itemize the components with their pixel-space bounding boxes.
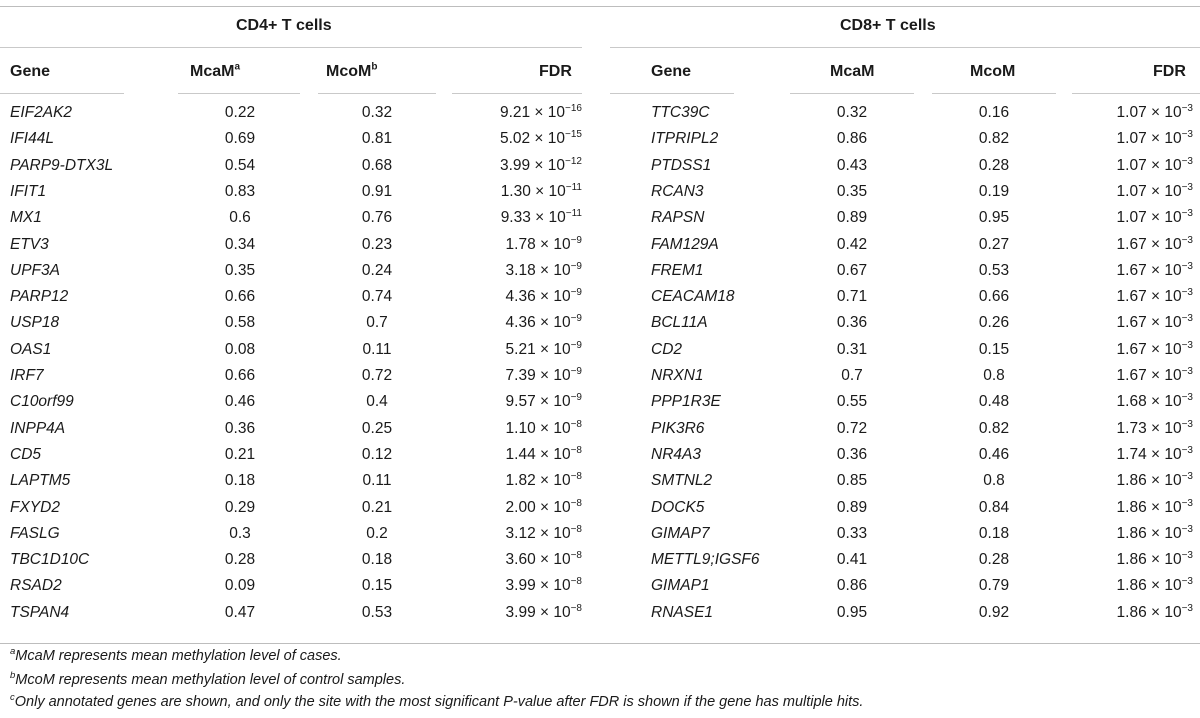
cd8-fdr-base: 1.86 × 10 bbox=[1116, 498, 1182, 516]
cd4-fdr-base: 3.99 × 10 bbox=[505, 603, 571, 621]
cd4-col-mcom: McoM$^b$ bbox=[326, 61, 378, 80]
cd4-mcom-cell: 0.76 bbox=[361, 209, 393, 227]
cd8-gene-cell: RCAN3 bbox=[651, 182, 704, 200]
cd4-fdr-base: 1.10 × 10 bbox=[505, 419, 571, 437]
cd4-mcom-cell: 0.53 bbox=[361, 603, 393, 621]
cd8-table-row bbox=[0, 100, 1200, 126]
cd4-mcom-cell: 0.12 bbox=[361, 445, 393, 463]
cd4-mcom-cell: 0.2 bbox=[366, 524, 388, 542]
cd8-table-row bbox=[0, 337, 1200, 363]
cd8-fdr-base: 1.86 × 10 bbox=[1116, 603, 1182, 621]
cd8-fdr-base: 1.07 × 10 bbox=[1116, 130, 1182, 148]
cd8-mcam-cell: 0.7 bbox=[841, 367, 863, 384]
cd8-mcam-cell: 0.67 bbox=[836, 261, 868, 279]
cd4-gene-cell: FXYD2 bbox=[10, 498, 60, 516]
cd8-mcam-cell: 0.36 bbox=[836, 314, 868, 332]
header-rule bbox=[610, 93, 734, 94]
cd8-fdr-base: 1.07 × 10 bbox=[1116, 182, 1182, 200]
cd4-mcam-cell: 0.69 bbox=[224, 130, 256, 148]
cd8-gene-cell: DOCK5 bbox=[651, 498, 705, 516]
cd8-fdr-base: 1.67 × 10 bbox=[1116, 261, 1182, 279]
cd8-mcom-cell: 0.16 bbox=[978, 104, 1010, 121]
cd8-fdr-base: 1.86 × 10 bbox=[1116, 472, 1182, 490]
cd4-fdr-base: 4.36 × 10 bbox=[505, 314, 571, 332]
cd4-fdr-exponent: −9 bbox=[570, 234, 582, 246]
cd8-fdr-base: 1.07 × 10 bbox=[1116, 104, 1182, 121]
cd8-fdr-exponent: −3 bbox=[1181, 471, 1193, 483]
cd8-fdr-exponent: −3 bbox=[1181, 549, 1193, 561]
cd8-gene-cell: RAPSN bbox=[651, 209, 705, 227]
cd8-col-fdr: FDR bbox=[1153, 63, 1186, 80]
cd4-gene-cell: ETV3 bbox=[10, 235, 49, 253]
cd4-fdr-base: 1.30 × 10 bbox=[500, 182, 566, 200]
cd8-gene-cell: PTDSS1 bbox=[651, 156, 712, 174]
cd4-mcam-cell: 0.28 bbox=[224, 551, 256, 569]
cd8-fdr-exponent: −3 bbox=[1181, 102, 1193, 114]
cd8-gene-cell: PIK3R6 bbox=[651, 419, 705, 437]
cd8-fdr-base: 1.67 × 10 bbox=[1116, 235, 1182, 253]
cd8-mcam-cell: 0.86 bbox=[836, 130, 868, 148]
cd4-fdr-exponent: −8 bbox=[570, 444, 582, 456]
cd4-fdr-exponent: −9 bbox=[570, 260, 582, 272]
cd4-gene-cell: FASLG bbox=[10, 524, 60, 542]
cd8-fdr-exponent: −3 bbox=[1181, 602, 1193, 614]
cd8-fdr-exponent: −3 bbox=[1181, 286, 1193, 298]
cd8-table-row bbox=[0, 310, 1200, 336]
cd8-fdr-base: 1.74 × 10 bbox=[1116, 445, 1182, 463]
header-rule bbox=[790, 93, 914, 94]
cd8-mcom-cell: 0.28 bbox=[978, 551, 1010, 569]
cd4-fdr-exponent: −9 bbox=[570, 392, 582, 404]
cd8-fdr-exponent: −3 bbox=[1181, 365, 1193, 377]
cd8-fdr-cell bbox=[1117, 258, 1193, 284]
cd8-table-row bbox=[0, 284, 1200, 310]
cd8-gene-cell: SMTNL2 bbox=[651, 472, 713, 490]
cd8-gene-cell: NRXN1 bbox=[651, 367, 704, 384]
cd4-fdr-base: 9.21 × 10 bbox=[499, 104, 566, 121]
header-rule bbox=[452, 93, 582, 94]
cd8-mcom-cell: 0.82 bbox=[978, 419, 1010, 437]
cd8-fdr-cell bbox=[1117, 600, 1193, 626]
cd8-mcom-cell: 0.92 bbox=[978, 603, 1010, 621]
cd4-gene-cell: EIF2AK2 bbox=[10, 104, 73, 121]
cd4-gene-cell: RSAD2 bbox=[10, 577, 62, 595]
cd4-fdr-exponent: −8 bbox=[570, 602, 582, 614]
cd8-fdr-base: 1.86 × 10 bbox=[1116, 577, 1182, 595]
cd8-fdr-base: 1.07 × 10 bbox=[1116, 209, 1182, 227]
cd8-table-row bbox=[0, 389, 1200, 415]
cd8-table-row bbox=[0, 126, 1200, 152]
cd4-gene-cell: CD5 bbox=[10, 445, 42, 463]
cd4-mcam-cell: 0.18 bbox=[224, 472, 256, 490]
cd8-fdr-exponent: −3 bbox=[1181, 260, 1193, 272]
cd8-mcom-cell: 0.66 bbox=[978, 288, 1010, 306]
cd4-mcom-cell: 0.11 bbox=[362, 472, 392, 490]
cd8-mcom-cell: 0.79 bbox=[978, 577, 1010, 595]
cd4-col-mcam: McaM$^a$ bbox=[190, 61, 241, 80]
cd8-fdr-cell bbox=[1117, 495, 1193, 521]
cd8-fdr-base: 1.07 × 10 bbox=[1116, 156, 1182, 174]
cd4-mcom-cell: 0.23 bbox=[361, 235, 393, 253]
cd4-fdr-exponent: −11 bbox=[565, 208, 582, 220]
table-top-rule bbox=[0, 6, 1200, 7]
cd4-mcam-cell: 0.47 bbox=[224, 603, 256, 621]
cd4-fdr-base: 3.99 × 10 bbox=[499, 156, 566, 174]
cd4-gene-cell: C10orf99 bbox=[10, 393, 74, 411]
cd8-fdr-base: 1.67 × 10 bbox=[1116, 314, 1182, 332]
cd4-col-gene: Gene bbox=[10, 63, 51, 80]
cd4-fdr-exponent: −8 bbox=[570, 523, 582, 535]
cd4-mcam-cell: 0.08 bbox=[224, 340, 256, 358]
cd8-mcam-cell: 0.72 bbox=[836, 419, 868, 437]
cd8-fdr-exponent: −3 bbox=[1181, 339, 1193, 351]
cd4-mcom-cell: 0.72 bbox=[361, 367, 393, 384]
cd4-fdr-exponent: −9 bbox=[570, 286, 582, 298]
footnote-c: $^c$Only annotated genes are shown, and only the site with the most significant P-value after FDR is shown if the gene has multiple hits. bbox=[10, 692, 864, 710]
cd8-mcom-cell: 0.82 bbox=[978, 130, 1010, 148]
cd8-mcam-cell: 0.43 bbox=[836, 156, 868, 174]
cd8-mcom-cell: 0.84 bbox=[978, 498, 1010, 516]
cd4-fdr-base: 2.00 × 10 bbox=[505, 498, 571, 516]
header-rule bbox=[1072, 93, 1200, 94]
cd4-fdr-base: 3.60 × 10 bbox=[505, 551, 571, 569]
cd8-mcom-cell: 0.95 bbox=[978, 209, 1010, 227]
cd8-mcam-cell: 0.86 bbox=[836, 577, 868, 595]
cd8-mcam-cell: 0.89 bbox=[836, 498, 868, 516]
cd4-gene-cell: IFI44L bbox=[10, 130, 54, 148]
table-bottom-rule bbox=[0, 643, 1200, 644]
cd4-mcom-cell: 0.15 bbox=[361, 577, 393, 595]
cd8-gene-cell: RNASE1 bbox=[651, 603, 714, 621]
cd4-gene-cell: TSPAN4 bbox=[10, 603, 70, 621]
cd4-gene-cell: TBC1D10C bbox=[10, 551, 90, 569]
cd8-fdr-cell bbox=[1117, 100, 1193, 126]
cd4-mcom-cell: 0.25 bbox=[361, 419, 393, 437]
cd8-fdr-cell bbox=[1117, 416, 1193, 442]
cd8-fdr-cell bbox=[1117, 179, 1193, 205]
cd8-fdr-base: 1.73 × 10 bbox=[1116, 419, 1182, 437]
cd8-mcom-cell: 0.8 bbox=[983, 367, 1005, 384]
cd4-gene-cell: PARP12 bbox=[10, 288, 69, 306]
cd8-fdr-exponent: −3 bbox=[1181, 418, 1193, 430]
cd8-fdr-cell bbox=[1117, 126, 1193, 152]
header-rule bbox=[932, 93, 1056, 94]
cd8-fdr-cell bbox=[1117, 468, 1193, 494]
cd8-table-row bbox=[0, 179, 1200, 205]
cd8-gene-cell: CEACAM18 bbox=[651, 288, 735, 306]
cd8-mcam-cell: 0.31 bbox=[836, 340, 868, 358]
cd4-gene-cell: MX1 bbox=[10, 209, 42, 227]
cd8-mcam-cell: 0.89 bbox=[836, 209, 868, 227]
cd4-fdr-base: 9.57 × 10 bbox=[505, 393, 571, 411]
cd4-fdr-base: 5.21 × 10 bbox=[505, 340, 571, 358]
cd4-mcam-cell: 0.54 bbox=[224, 156, 256, 174]
cd4-fdr-exponent: −16 bbox=[565, 102, 582, 114]
cd8-fdr-exponent: −3 bbox=[1181, 392, 1193, 404]
cd4-fdr-exponent: −8 bbox=[570, 471, 582, 483]
cd4-mcam-cell: 0.58 bbox=[224, 314, 256, 332]
cd4-fdr-exponent: −8 bbox=[570, 549, 582, 561]
cd8-table-row bbox=[0, 573, 1200, 599]
cd8-mcam-cell: 0.36 bbox=[836, 445, 868, 463]
cd8-fdr-cell bbox=[1117, 547, 1193, 573]
cd8-fdr-exponent: −3 bbox=[1181, 208, 1193, 220]
cd8-gene-cell: TTC39C bbox=[651, 104, 710, 121]
cd4-col-fdr: FDR bbox=[539, 63, 572, 80]
cd8-mcam-cell: 0.55 bbox=[836, 393, 868, 411]
cd8-gene-cell: FREM1 bbox=[651, 261, 704, 279]
cd4-fdr-exponent: −15 bbox=[565, 129, 582, 141]
cd4-fdr-exponent: −8 bbox=[570, 418, 582, 430]
cd8-mcam-cell: 0.33 bbox=[836, 524, 868, 542]
cd8-fdr-cell bbox=[1117, 153, 1193, 179]
cd8-fdr-cell bbox=[1117, 363, 1193, 389]
cd8-gene-cell: GIMAP7 bbox=[651, 524, 710, 542]
cd8-fdr-cell bbox=[1117, 310, 1193, 336]
cd8-fdr-base: 1.67 × 10 bbox=[1116, 367, 1182, 384]
cd8-col-gene: Gene bbox=[651, 63, 692, 80]
cd4-mcam-cell: 0.35 bbox=[224, 261, 256, 279]
cd8-fdr-exponent: −3 bbox=[1181, 155, 1193, 167]
cd8-fdr-cell bbox=[1117, 232, 1193, 258]
cd8-fdr-base: 1.67 × 10 bbox=[1116, 340, 1182, 358]
cd8-fdr-exponent: −3 bbox=[1181, 129, 1193, 141]
cd8-table-row bbox=[0, 416, 1200, 442]
cd8-mcom-cell: 0.48 bbox=[978, 393, 1010, 411]
cd4-mcam-cell: 0.66 bbox=[224, 288, 256, 306]
cd8-mcom-cell: 0.15 bbox=[978, 340, 1010, 358]
cd8-fdr-cell bbox=[1117, 389, 1193, 415]
cd4-gene-cell: UPF3A bbox=[10, 261, 60, 279]
cd8-fdr-exponent: −3 bbox=[1181, 313, 1193, 325]
cd4-gene-cell: USP18 bbox=[10, 314, 60, 332]
cd4-gene-cell: OAS1 bbox=[10, 340, 52, 358]
cd8-gene-cell: PPP1R3E bbox=[651, 393, 721, 411]
cd8-table-row bbox=[0, 153, 1200, 179]
cd4-mcom-cell: 0.91 bbox=[361, 182, 393, 200]
cd4-mcom-cell: 0.7 bbox=[366, 314, 388, 332]
cd4-fdr-exponent: −9 bbox=[570, 365, 582, 377]
cd4-gene-cell: LAPTM5 bbox=[10, 472, 71, 490]
cd4-mcam-cell: 0.29 bbox=[224, 498, 256, 516]
cd8-table-row bbox=[0, 495, 1200, 521]
cd4-gene-cell: INPP4A bbox=[10, 419, 66, 437]
cd8-table-row bbox=[0, 205, 1200, 231]
cd8-fdr-exponent: −3 bbox=[1181, 444, 1193, 456]
cd4-fdr-exponent: −9 bbox=[570, 313, 582, 325]
cd4-fdr-exponent: −9 bbox=[570, 339, 582, 351]
cd8-fdr-cell bbox=[1117, 521, 1193, 547]
cd8-table-row bbox=[0, 442, 1200, 468]
cd4-fdr-exponent: −11 bbox=[565, 181, 582, 193]
cd8-table-row bbox=[0, 521, 1200, 547]
cd4-mcom-cell: 0.24 bbox=[361, 261, 393, 279]
cd4-fdr-exponent: −8 bbox=[570, 497, 582, 509]
cd4-fdr-base: 3.99 × 10 bbox=[505, 577, 571, 595]
cd4-mcom-cell: 0.21 bbox=[361, 498, 393, 516]
cd4-mcam-cell: 0.36 bbox=[224, 419, 256, 437]
cd8-mcom-cell: 0.28 bbox=[978, 156, 1010, 174]
cd4-mcom-cell: 0.18 bbox=[361, 551, 393, 569]
cd8-fdr-exponent: −3 bbox=[1181, 181, 1193, 193]
cd4-mcom-cell: 0.4 bbox=[366, 393, 388, 411]
cd8-table-row bbox=[0, 547, 1200, 573]
cd8-mcam-cell: 0.71 bbox=[836, 288, 868, 306]
cd8-mcam-cell: 0.85 bbox=[836, 472, 868, 490]
cd8-fdr-base: 1.86 × 10 bbox=[1116, 551, 1182, 569]
cd4-gene-cell: IRF7 bbox=[10, 367, 44, 384]
cd8-fdr-base: 1.86 × 10 bbox=[1116, 524, 1182, 542]
cd8-mcam-cell: 0.41 bbox=[836, 551, 868, 569]
footnote-a: $^a$McaM represents mean methylation level of cases. bbox=[10, 646, 342, 664]
cd8-mcom-cell: 0.8 bbox=[983, 472, 1005, 490]
cd4-mcam-cell: 0.83 bbox=[224, 182, 256, 200]
cd4-mcam-cell: 0.46 bbox=[224, 393, 256, 411]
cd4-fdr-base: 1.78 × 10 bbox=[505, 235, 571, 253]
cd8-table-row bbox=[0, 232, 1200, 258]
cd8-table-row bbox=[0, 600, 1200, 626]
cd4-fdr-base: 1.82 × 10 bbox=[505, 472, 571, 490]
cd4-mcom-cell: 0.11 bbox=[362, 340, 392, 358]
header-rule bbox=[0, 93, 124, 94]
cd4-mcom-cell: 0.81 bbox=[361, 130, 393, 148]
cd8-fdr-exponent: −3 bbox=[1181, 497, 1193, 509]
cd8-group-rule bbox=[610, 47, 1200, 48]
cd4-mcam-cell: 0.66 bbox=[224, 367, 256, 384]
cd8-mcam-cell: 0.35 bbox=[836, 182, 868, 200]
cd4-fdr-base: 5.02 × 10 bbox=[499, 130, 566, 148]
cd4-group-title: CD4+ T cells bbox=[236, 17, 332, 34]
cd4-mcam-cell: 0.22 bbox=[224, 104, 256, 121]
cd4-fdr-exponent: −12 bbox=[565, 155, 582, 167]
cd4-fdr-exponent: −8 bbox=[570, 576, 582, 588]
cd8-fdr-cell bbox=[1117, 284, 1193, 310]
cd4-gene-cell: IFIT1 bbox=[10, 182, 47, 200]
cd8-group-title: CD8+ T cells bbox=[840, 17, 936, 34]
cd4-mcom-cell: 0.74 bbox=[361, 288, 393, 306]
cd8-fdr-cell bbox=[1117, 573, 1193, 599]
cd8-mcam-cell: 0.42 bbox=[836, 235, 868, 253]
cd8-col-mcam: McaM bbox=[830, 63, 875, 80]
cd4-mcom-cell: 0.68 bbox=[361, 156, 393, 174]
cd4-mcam-cell: 0.3 bbox=[229, 524, 251, 542]
cd8-fdr-cell bbox=[1117, 337, 1193, 363]
cd8-mcam-cell: 0.32 bbox=[836, 104, 868, 121]
cd8-fdr-exponent: −3 bbox=[1181, 576, 1193, 588]
cd4-group-rule bbox=[0, 47, 582, 48]
cd4-fdr-base: 7.39 × 10 bbox=[505, 367, 571, 384]
cd8-col-mcom: McoM bbox=[970, 63, 1016, 80]
cd8-gene-cell: METTL9;IGSF6 bbox=[651, 551, 760, 569]
cd8-mcom-cell: 0.18 bbox=[978, 524, 1010, 542]
cd4-fdr-base: 9.33 × 10 bbox=[500, 209, 566, 227]
cd8-table-row bbox=[0, 363, 1200, 389]
cd4-mcam-cell: 0.09 bbox=[224, 577, 256, 595]
cd8-gene-cell: ITPRIPL2 bbox=[651, 130, 719, 148]
cd8-gene-cell: FAM129A bbox=[651, 235, 719, 253]
cd8-fdr-exponent: −3 bbox=[1181, 234, 1193, 246]
cd8-fdr-exponent: −3 bbox=[1181, 523, 1193, 535]
cd8-mcom-cell: 0.19 bbox=[978, 182, 1010, 200]
cd8-fdr-base: 1.68 × 10 bbox=[1116, 393, 1182, 411]
cd8-mcom-cell: 0.26 bbox=[978, 314, 1010, 332]
cd4-fdr-base: 4.36 × 10 bbox=[505, 288, 571, 306]
header-rule bbox=[318, 93, 436, 94]
footnote-b: $^b$McoM represents mean methylation level of control samples. bbox=[10, 670, 406, 688]
cd4-fdr-base: 3.18 × 10 bbox=[505, 261, 571, 279]
cd8-mcam-cell: 0.95 bbox=[836, 603, 868, 621]
cd4-gene-cell: PARP9-DTX3L bbox=[10, 156, 114, 174]
cd8-table-row bbox=[0, 258, 1200, 284]
cd8-gene-cell: GIMAP1 bbox=[651, 577, 710, 595]
cd8-gene-cell: CD2 bbox=[651, 340, 683, 358]
cd4-fdr-base: 3.12 × 10 bbox=[505, 524, 571, 542]
header-rule bbox=[178, 93, 300, 94]
cd4-mcam-cell: 0.34 bbox=[224, 235, 256, 253]
cd8-gene-cell: NR4A3 bbox=[651, 445, 701, 463]
cd4-mcam-cell: 0.6 bbox=[229, 209, 251, 227]
cd8-fdr-cell bbox=[1117, 205, 1193, 231]
cd4-mcom-cell: 0.32 bbox=[361, 104, 393, 121]
cd8-fdr-base: 1.67 × 10 bbox=[1116, 288, 1182, 306]
cd8-mcom-cell: 0.27 bbox=[978, 235, 1010, 253]
cd4-mcam-cell: 0.21 bbox=[224, 445, 256, 463]
cd8-table-row bbox=[0, 468, 1200, 494]
cd8-mcom-cell: 0.46 bbox=[978, 445, 1010, 463]
cd4-fdr-base: 1.44 × 10 bbox=[505, 445, 571, 463]
cd8-fdr-cell bbox=[1117, 442, 1193, 468]
cd8-gene-cell: BCL11A bbox=[651, 314, 708, 332]
cd8-mcom-cell: 0.53 bbox=[978, 261, 1010, 279]
